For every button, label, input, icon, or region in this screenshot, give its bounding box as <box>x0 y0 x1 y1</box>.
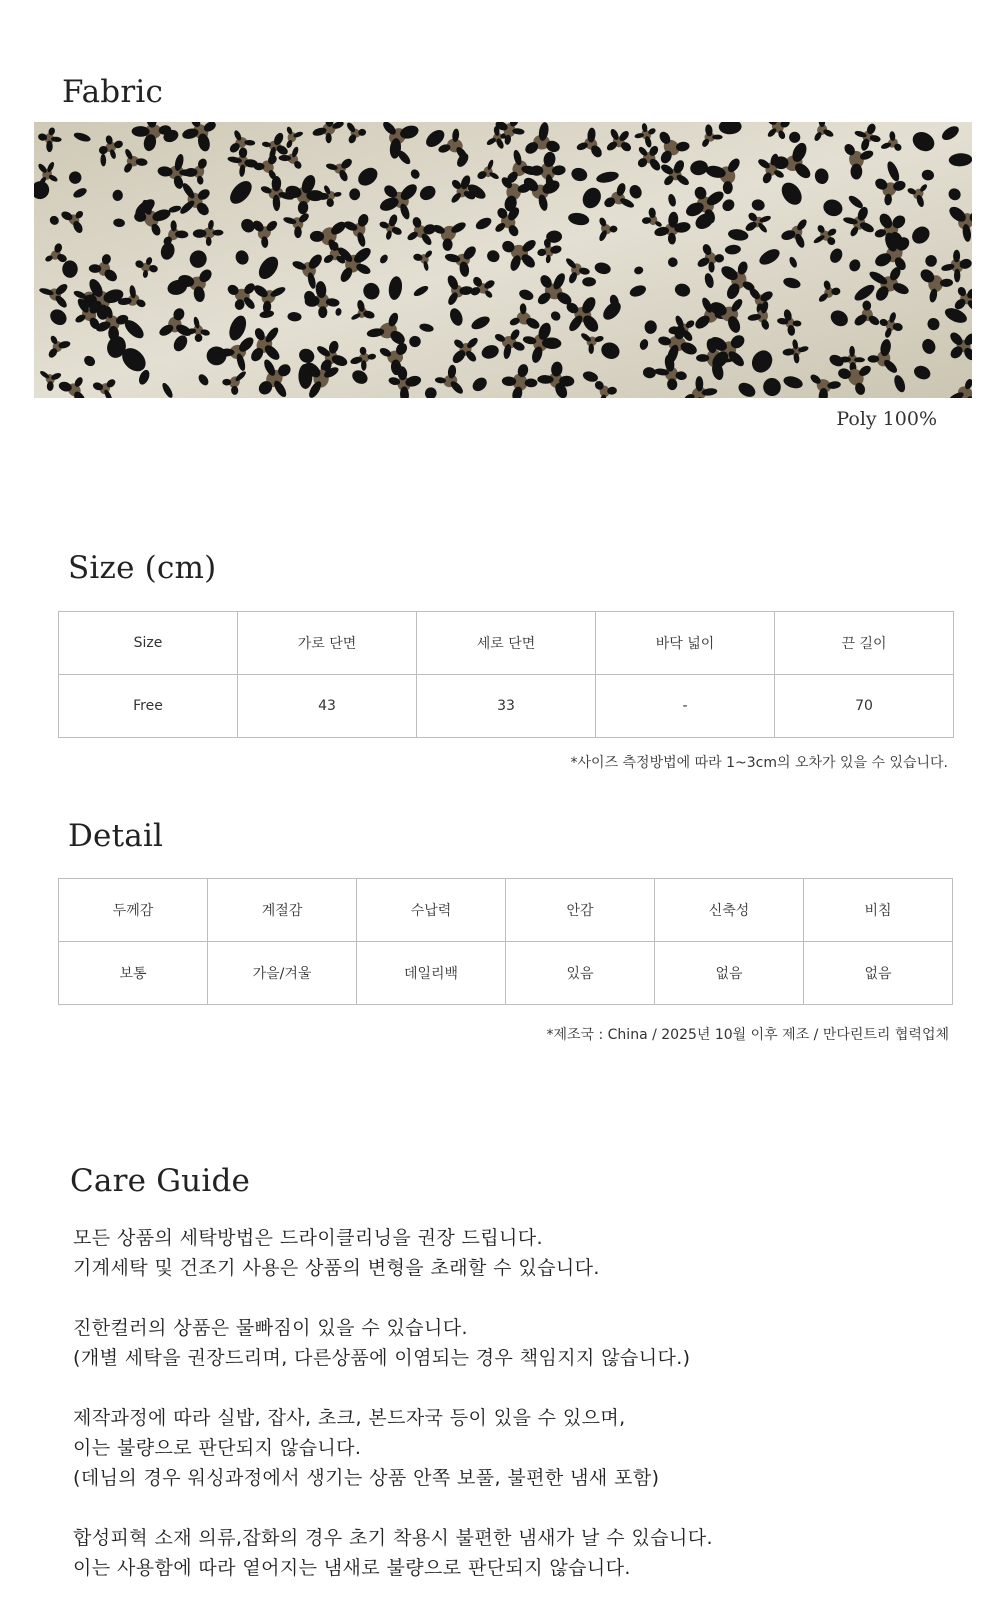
size-header-cell: 가로 단면 <box>238 612 417 675</box>
fabric-composition: Poly 100% <box>836 408 937 430</box>
detail-table <box>58 878 953 1005</box>
detail-value-cell: 가을/겨울 <box>208 942 357 1005</box>
size-value-cell: Free <box>59 675 238 738</box>
size-header-cell: 끈 길이 <box>775 612 954 675</box>
size-value-cell: - <box>596 675 775 738</box>
care-line: 진한컬러의 상품은 물빠짐이 있을 수 있습니다. <box>73 1317 468 1339</box>
size-table <box>58 611 954 738</box>
leopard-pattern <box>34 122 972 398</box>
size-note: *사이즈 측정방법에 따라 1~3cm의 오차가 있을 수 있습니다. <box>570 755 948 771</box>
size-value-cell: 33 <box>417 675 596 738</box>
size-header-cell: Size <box>59 612 238 675</box>
detail-header-cell: 수납력 <box>357 879 506 942</box>
detail-value-cell: 있음 <box>506 942 655 1005</box>
manufacture-note: *제조국 : China / 2025년 10월 이후 제조 / 만다린트리 협력업체 <box>546 1027 949 1043</box>
care-line: 모든 상품의 세탁방법은 드라이클리닝을 권장 드립니다. <box>73 1227 543 1249</box>
care-guide-text <box>73 1223 953 1583</box>
care-line-blank <box>73 1283 953 1313</box>
fabric-swatch-image <box>34 122 972 398</box>
care-line: (데님의 경우 워싱과정에서 생기는 상품 안쪽 보풀, 불편한 냄새 포함) <box>73 1467 660 1489</box>
detail-value-cell: 데일리백 <box>357 942 506 1005</box>
table-row <box>59 942 953 1005</box>
detail-header-cell: 계절감 <box>208 879 357 942</box>
size-header-cell: 세로 단면 <box>417 612 596 675</box>
care-line: 합성피혁 소재 의류,잡화의 경우 초기 착용시 불편한 냄새가 날 수 있습니다. <box>73 1527 713 1549</box>
size-heading: Size (cm) <box>68 550 217 586</box>
detail-header-cell: 두께감 <box>59 879 208 942</box>
detail-value-cell: 없음 <box>804 942 953 1005</box>
size-value-cell: 70 <box>775 675 954 738</box>
care-line: 이는 사용함에 따라 옅어지는 냄새로 불량으로 판단되지 않습니다. <box>73 1557 631 1579</box>
table-row <box>59 675 954 738</box>
care-guide-heading: Care Guide <box>70 1163 251 1199</box>
care-line: 제작과정에 따라 실밥, 잡사, 초크, 본드자국 등이 있을 수 있으며, <box>73 1407 626 1429</box>
detail-header-cell: 비침 <box>804 879 953 942</box>
detail-value-cell: 보통 <box>59 942 208 1005</box>
size-value-cell: 43 <box>238 675 417 738</box>
detail-header-cell: 안감 <box>506 879 655 942</box>
care-line: (개별 세탁을 권장드리며, 다른상품에 이염되는 경우 책임지지 않습니다.) <box>73 1347 691 1369</box>
care-line-blank <box>73 1373 953 1403</box>
fabric-heading: Fabric <box>62 74 164 110</box>
care-line-blank <box>73 1493 953 1523</box>
detail-heading: Detail <box>68 818 164 854</box>
detail-header-cell: 신축성 <box>655 879 804 942</box>
table-row <box>59 879 953 942</box>
detail-value-cell: 없음 <box>655 942 804 1005</box>
size-header-cell: 바닥 넓이 <box>596 612 775 675</box>
care-line: 이는 불량으로 판단되지 않습니다. <box>73 1437 362 1459</box>
care-line: 기계세탁 및 건조기 사용은 상품의 변형을 초래할 수 있습니다. <box>73 1257 600 1279</box>
table-row <box>59 612 954 675</box>
